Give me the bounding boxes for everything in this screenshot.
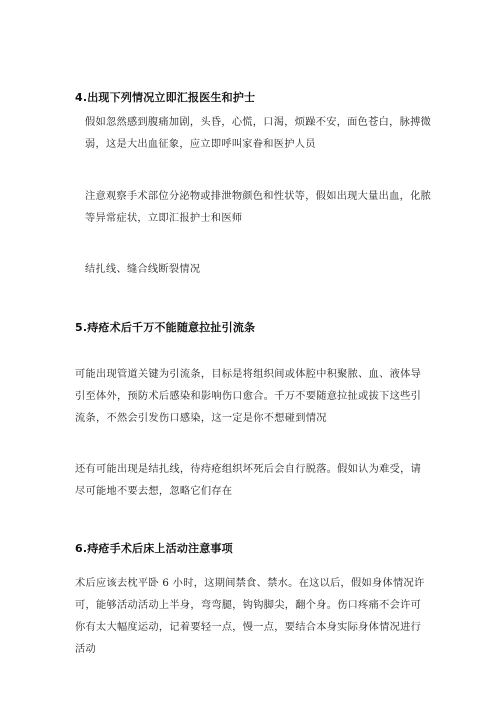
section-4-paragraph-2: 注意观察手术部位分泌物或排泄物颜色和性状等，假如出现大量出血，化脓等异常症状，立即汇报护士和医师 xyxy=(85,191,432,224)
section-6-heading: 6.痔疮手术后床上活动注意事项 xyxy=(75,542,233,555)
section-6-paragraph-1: 术后应该去枕平卧 6 小时，这期间禁食、禁水。在这以后，假如身体情况许可，能够活动活动上半身，弯弯腿，钩钩脚尖，翻个身。伤口疼痛不会许可你有太大幅度运动，记着要轻一点，慢一点，要结合本身实际身体情况进行活动 xyxy=(75,578,425,655)
section-4-paragraph-1: 假如忽然感到腹痛加剧，头昏，心慌，口渴，烦躁不安，面色苍白，脉搏微弱，这是大出血征象，应立即呼叫家眷和医护人员 xyxy=(85,117,432,150)
section-4-paragraph-3: 结扎线、缝合线断裂情况 xyxy=(85,264,201,275)
section-5-heading: 5.痔疮术后千万不能随意拉扯引流条 xyxy=(75,321,256,334)
section-5-paragraph-1: 可能出现管道关键为引流条，目标是将组织间或体腔中积聚脓、血、液体导引至体外，预防术后感染和影响伤口愈合。千万不要随意拉扯或拔下这些引流条，不然会引发伤口感染，这一定是你不想碰到情况 xyxy=(75,369,422,424)
section-5-paragraph-2: 还有可能出现是结扎线，待痔疮组织坏死后会自行脱落。假如认为难受，请尽可能地不要去想，忽略它们存在 xyxy=(75,464,422,497)
section-4-heading: 4.出现下列情况立即汇报医生和护士 xyxy=(75,91,256,104)
